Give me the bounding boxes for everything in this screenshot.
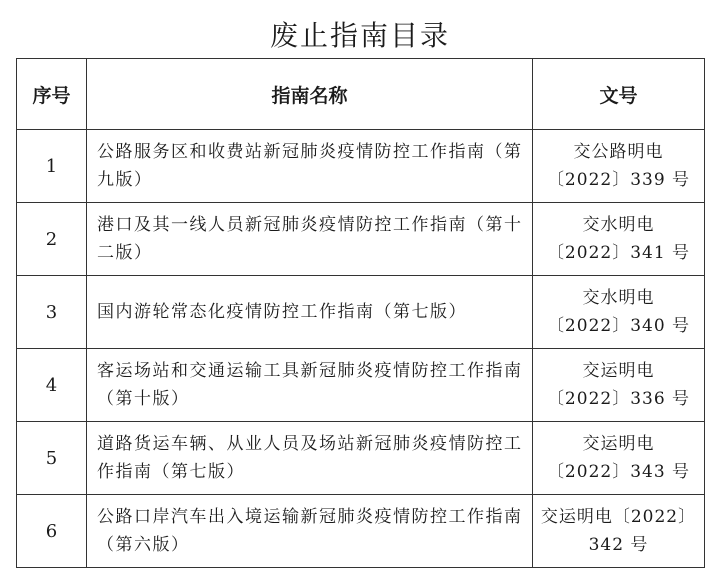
column-header-document-number: 文号 — [533, 59, 705, 130]
guideline-name: 国内游轮常态化疫情防控工作指南（第七版） — [87, 276, 533, 349]
document-number — [533, 495, 705, 568]
guideline-name: 客运场站和交通运输工具新冠肺炎疫情防控工作指南（第十版） — [87, 349, 533, 422]
document-number-line2: 342 号 — [588, 535, 649, 555]
row-number: 1 — [17, 130, 87, 203]
row-number: 3 — [17, 276, 87, 349]
repealed-guidelines-table — [16, 58, 705, 568]
document-number-line2: 〔2022〕340 号 — [546, 316, 691, 336]
column-header-guideline-name: 指南名称 — [87, 59, 533, 130]
column-header-number: 序号 — [17, 59, 87, 130]
guideline-name: 公路服务区和收费站新冠肺炎疫情防控工作指南（第九版） — [87, 130, 533, 203]
row-number: 4 — [17, 349, 87, 422]
row-number: 6 — [17, 495, 87, 568]
table-row — [17, 203, 705, 276]
document-number-line1: 交水明电 — [582, 215, 655, 235]
table-row — [17, 422, 705, 495]
table-row — [17, 130, 705, 203]
document-number — [533, 203, 705, 276]
guideline-name: 道路货运车辆、从业人员及场站新冠肺炎疫情防控工作指南（第七版） — [87, 422, 533, 495]
table-row — [17, 495, 705, 568]
document-number — [533, 130, 705, 203]
document-number — [533, 349, 705, 422]
document-title: 废止指南目录 — [269, 19, 450, 52]
table-row — [17, 276, 705, 349]
row-number: 2 — [17, 203, 87, 276]
document-number-line1: 交公路明电 — [573, 142, 664, 162]
table-row — [17, 349, 705, 422]
document-number — [533, 276, 705, 349]
guideline-name: 港口及其一线人员新冠肺炎疫情防控工作指南（第十二版） — [87, 203, 533, 276]
document-number-line2: 〔2022〕343 号 — [546, 462, 691, 482]
document-number-line1: 交水明电 — [582, 288, 655, 308]
document-number-line2: 〔2022〕336 号 — [546, 389, 691, 409]
document-number-line2: 〔2022〕341 号 — [546, 243, 691, 263]
table-header-row — [17, 59, 705, 130]
document-number-line1: 交运明电〔2022〕 — [540, 507, 697, 527]
document-number-line1: 交运明电 — [582, 361, 655, 381]
row-number: 5 — [17, 422, 87, 495]
document-number-line2: 〔2022〕339 号 — [546, 170, 691, 190]
document-number-line1: 交运明电 — [582, 434, 655, 454]
document-number — [533, 422, 705, 495]
guideline-name: 公路口岸汽车出入境运输新冠肺炎疫情防控工作指南（第六版） — [87, 495, 533, 568]
